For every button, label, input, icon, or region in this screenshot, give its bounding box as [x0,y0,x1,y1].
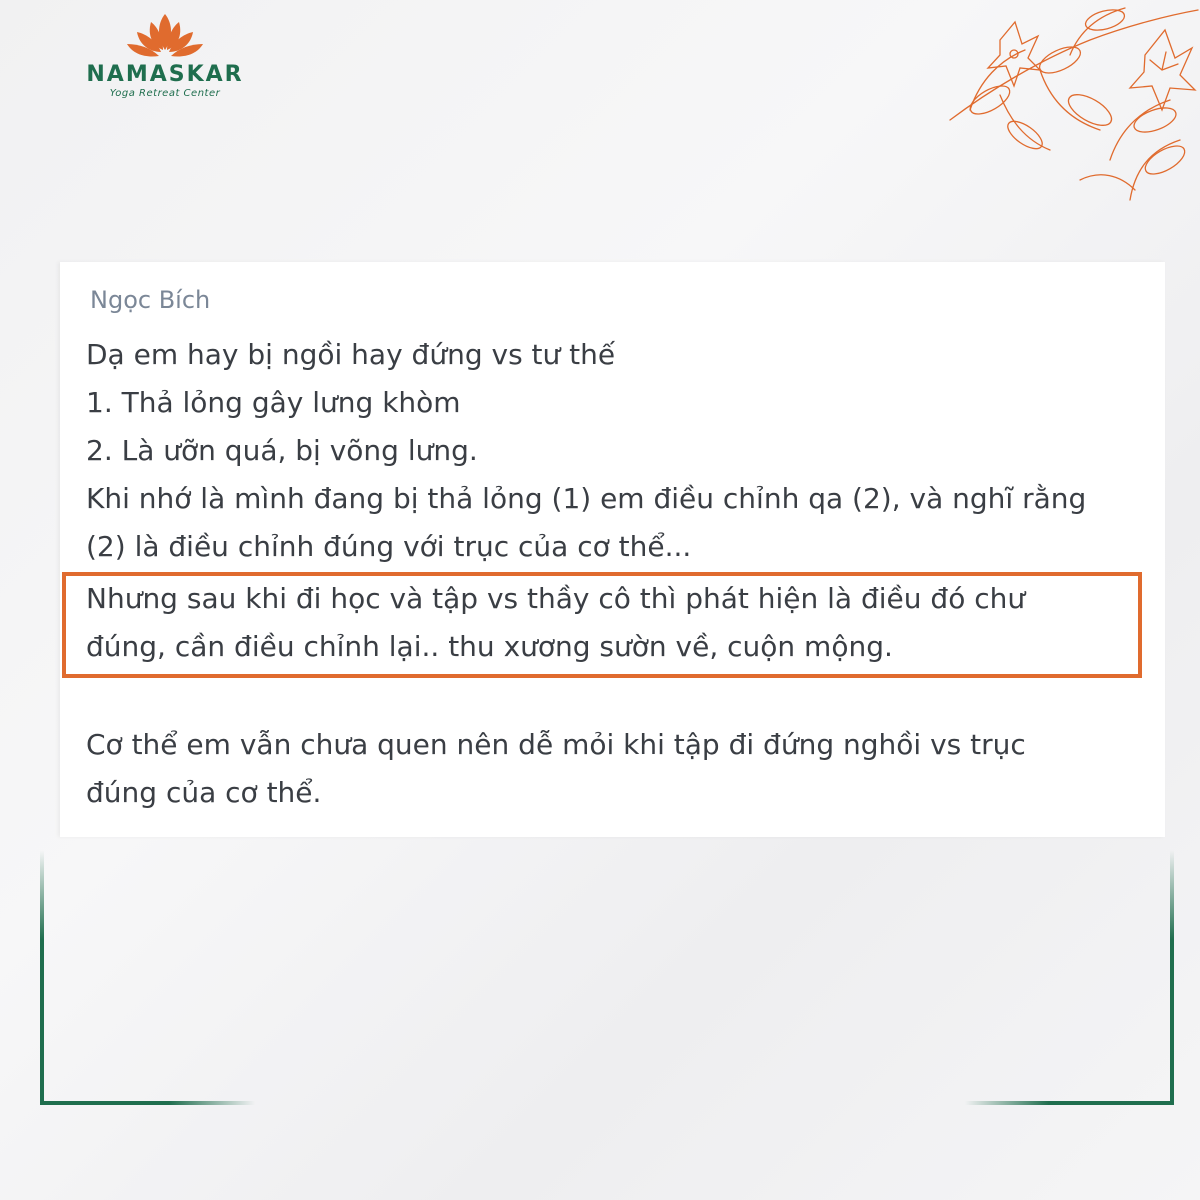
comment-line: Dạ em hay bị ngồi hay đứng vs tư thế [86,338,616,371]
floral-branch-icon [930,0,1200,220]
namaskar-logo [70,10,260,110]
comment-line-highlighted: đúng, cần điều chỉnh lại.. thu xương sườn về, cuộn mộng. [86,630,893,663]
frame-bottom-right-line [965,1101,1174,1105]
comment-line: (2) là điều chỉnh đúng với trục của cơ thể... [86,530,692,563]
highlight-box [62,572,1142,678]
frame-left-line [40,850,44,1105]
comment-author: Ngọc Bích [90,286,211,314]
comment-line: 2. Là ưỡn quá, bị võng lưng. [86,434,478,467]
comment-line: 1. Thả lỏng gây lưng khòm [86,386,461,419]
brand-tagline: Yoga Retreat Center [109,88,221,99]
brand-name: NAMASKAR [86,62,244,87]
frame-bottom-left-line [40,1101,255,1105]
comment-line: Cơ thể em vẫn chưa quen nên dễ mỏi khi tập đi đứng nghồi vs trục [86,728,1026,761]
frame-right-line [1170,850,1174,1105]
comment-line: đúng của cơ thể. [86,776,322,809]
comment-line-highlighted: Nhưng sau khi đi học và tập vs thầy cô thì phát hiện là điều đó chư [86,582,1026,615]
comment-card [60,262,1165,837]
lotus-icon [123,10,207,60]
comment-line: Khi nhớ là mình đang bị thả lỏng (1) em điều chỉnh qa (2), và nghĩ rằng [86,482,1087,515]
